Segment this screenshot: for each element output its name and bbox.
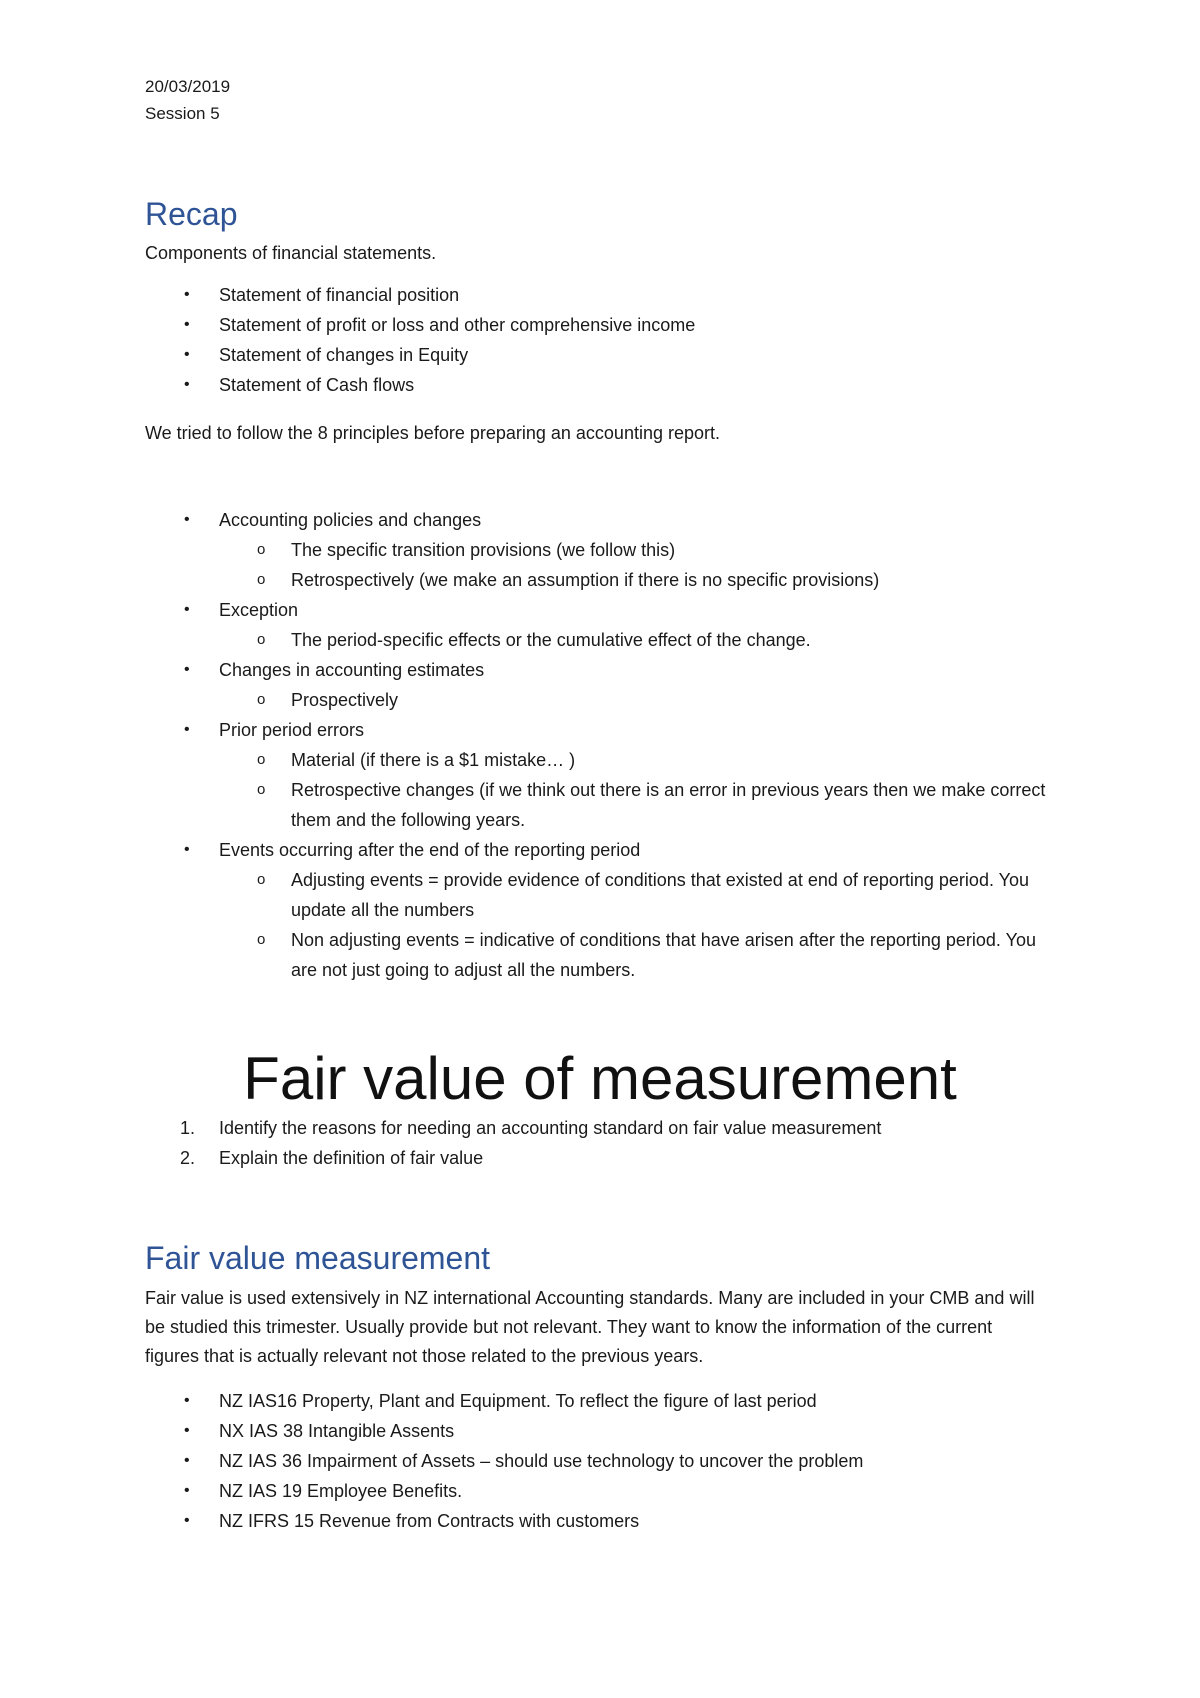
list-item-text: Statement of financial position [219,285,460,305]
bullet-icon: • [184,1392,190,1409]
sub-list-item [0,865,1200,925]
list-item-text: Retrospective changes (if we think out there is an error in previous years then we make correct them and the following years. [291,780,1046,830]
list-item [0,1143,881,1173]
list-item [0,1386,863,1416]
bullet-icon: • [184,346,190,363]
circle-bullet-icon: o [257,931,266,948]
fair-value-heading: Fair value measurement [145,1240,491,1276]
sub-list-item [0,745,1200,775]
list-item-text: Prior period errors [219,720,365,740]
list-item-text: Material (if there is a $1 mistake… ) [291,750,576,770]
list-item-text: NX IAS 38 Intangible Assents [219,1421,455,1441]
list-number: 1. [180,1118,196,1138]
list-item [0,370,695,400]
list-item-text: NZ IAS16 Property, Plant and Equipment. To reflect the figure of last period [219,1391,817,1411]
document-title: Fair value of measurement [243,1045,957,1112]
recap-outline-list [0,505,1200,985]
bullet-icon: • [184,511,190,528]
components-intro: Components of financial statements. [145,243,437,263]
list-item-text: Prospectively [291,690,399,710]
circle-bullet-icon: o [257,751,266,768]
list-item [0,715,1200,745]
list-item-text: Explain the definition of fair value [219,1148,484,1168]
list-item-text: Identify the reasons for needing an accounting standard on fair value measurement [219,1118,882,1138]
session-line: Session 5 [145,104,220,123]
circle-bullet-icon: o [257,691,266,708]
date-line: 20/03/2019 [145,77,231,96]
bullet-icon: • [184,601,190,618]
list-item [0,1506,863,1536]
list-item-text: Retrospectively (we make an assumption if there is no specific provisions) [291,570,880,590]
bullet-icon: • [184,286,190,303]
list-item [0,1416,863,1446]
list-item [0,340,695,370]
sub-list-item [0,625,1200,655]
list-item-text: The specific transition provisions (we follow this) [291,540,676,560]
bullet-icon: • [184,376,190,393]
list-item [0,1446,863,1476]
bullet-icon: • [184,841,190,858]
sub-list-item [0,775,1200,835]
list-item [0,655,1200,685]
standards-list [0,1386,863,1536]
sub-list-item [0,535,1200,565]
list-item-text: Statement of profit or loss and other comprehensive income [219,315,696,335]
list-item-text: NZ IAS 36 Impairment of Assets – should use technology to uncover the problem [219,1451,864,1471]
sub-list-item [0,925,1200,985]
bullet-icon: • [184,1512,190,1529]
list-item [0,595,1200,625]
circle-bullet-icon: o [257,781,266,798]
bullet-icon: • [184,661,190,678]
list-item-text: NZ IFRS 15 Revenue from Contracts with customers [219,1511,640,1531]
fair-value-paragraph: Fair value is used extensively in NZ international Accounting standards. Many are included in your CMB and will be studied this trimester. Usually provide but not relevant. They want to know the information of the current figures that is actually relevant not those related to the previous years. [145,1288,1035,1366]
objectives-list [0,1113,881,1173]
sub-list-item [0,565,1200,595]
list-item-text: Events occurring after the end of the reporting period [219,840,641,860]
principles-note: We tried to follow the 8 principles before preparing an accounting report. [145,423,720,443]
list-item [0,310,695,340]
list-item-text: The period-specific effects or the cumulative effect of the change. [291,630,811,650]
sub-list-item [0,685,1200,715]
circle-bullet-icon: o [257,871,266,888]
list-item-text: Changes in accounting estimates [219,660,485,680]
components-list [0,280,695,400]
recap-heading: Recap [145,196,238,232]
list-item [0,505,1200,535]
list-item-text: Non adjusting events = indicative of conditions that have arisen after the reporting period. You are not just going to adjust all the numbers. [291,930,1036,980]
list-item-text: Statement of Cash flows [219,375,415,395]
list-item [0,280,695,310]
circle-bullet-icon: o [257,541,266,558]
list-item-text: NZ IAS 19 Employee Benefits. [219,1481,463,1501]
list-item-text: Statement of changes in Equity [219,345,469,365]
list-number: 2. [180,1148,196,1168]
bullet-icon: • [184,1482,190,1499]
circle-bullet-icon: o [257,631,266,648]
list-item [0,835,1200,865]
bullet-icon: • [184,721,190,738]
bullet-icon: • [184,316,190,333]
list-item [0,1476,863,1506]
list-item [0,1113,881,1143]
list-item-text: Accounting policies and changes [219,510,482,530]
list-item-text: Adjusting events = provide evidence of conditions that existed at end of reporting period. You update all the numbers [291,870,1029,920]
list-item-text: Exception [219,600,299,620]
circle-bullet-icon: o [257,571,266,588]
bullet-icon: • [184,1452,190,1469]
bullet-icon: • [184,1422,190,1439]
